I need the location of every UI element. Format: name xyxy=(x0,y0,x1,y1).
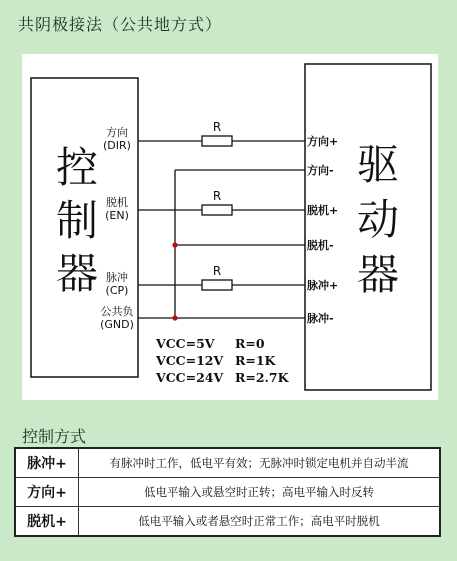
driver-pin-en-plus: 脱机+ xyxy=(307,204,339,217)
pin-dir-name: 方向 xyxy=(106,126,128,139)
control-mode-table xyxy=(14,447,441,537)
pin-en-name: 脱机 xyxy=(106,196,128,209)
r-value-1: R=0 xyxy=(235,336,265,351)
vcc-value-1: VCC=5V xyxy=(156,336,215,351)
junction-en-minus xyxy=(172,242,177,247)
wiring-diagram-svg xyxy=(22,54,438,400)
pin-en-code: (EN) xyxy=(105,209,129,222)
mode-signal: 方向+ xyxy=(15,478,79,507)
driver-pin-dir-plus: 方向+ xyxy=(307,135,339,148)
driver-pin-cp-minus: 脉冲- xyxy=(307,312,334,325)
driver-pin-en-minus: 脱机- xyxy=(307,239,334,252)
pin-dir-code: (DIR) xyxy=(103,139,131,152)
pin-cp-code: (CP) xyxy=(105,284,129,297)
resistor-en xyxy=(202,205,232,215)
table-row xyxy=(15,507,440,537)
controller-char-1: 控 xyxy=(56,143,99,192)
control-section-title: 控制方式 xyxy=(22,427,87,446)
pin-gnd-name: 公共负 xyxy=(100,305,134,318)
mode-description: 有脉冲时工作，低电平有效；无脉冲时锁定电机并自动半流 xyxy=(79,448,441,478)
resistor-en-label: R xyxy=(212,189,222,203)
mode-description: 低电平输入或悬空时正转；高电平输入时反转 xyxy=(79,478,441,507)
driver-pin-dir-minus: 方向- xyxy=(307,164,334,177)
resistor-cp xyxy=(202,280,232,290)
driver-char-1: 驱 xyxy=(357,140,400,189)
resistor-cp-label: R xyxy=(212,264,222,278)
table-row xyxy=(15,478,440,507)
page-title: 共阴极接法（公共地方式） xyxy=(18,15,223,34)
r-value-2: R=1K xyxy=(235,353,276,368)
wiring-diagram xyxy=(22,54,438,400)
vcc-value-3: VCC=24V xyxy=(156,370,224,385)
controller-char-2: 制 xyxy=(56,196,99,245)
driver-char-2: 动 xyxy=(357,195,400,244)
mode-signal: 脱机+ xyxy=(15,507,79,537)
junction-gnd xyxy=(172,315,177,320)
controller-char-3: 器 xyxy=(56,249,99,298)
resistor-dir-label: R xyxy=(212,120,222,134)
mode-signal: 脉冲+ xyxy=(15,448,79,478)
resistor-dir xyxy=(202,136,232,146)
mode-description: 低电平输入或者悬空时正常工作；高电平时脱机 xyxy=(79,507,441,537)
pin-gnd-code: (GND) xyxy=(100,318,134,331)
vcc-value-2: VCC=12V xyxy=(156,353,224,368)
r-value-3: R=2.7K xyxy=(235,370,289,385)
table-row xyxy=(15,448,440,478)
pin-cp-name: 脉冲 xyxy=(106,271,128,284)
driver-pin-cp-plus: 脉冲+ xyxy=(307,279,339,292)
driver-char-3: 器 xyxy=(357,250,400,299)
